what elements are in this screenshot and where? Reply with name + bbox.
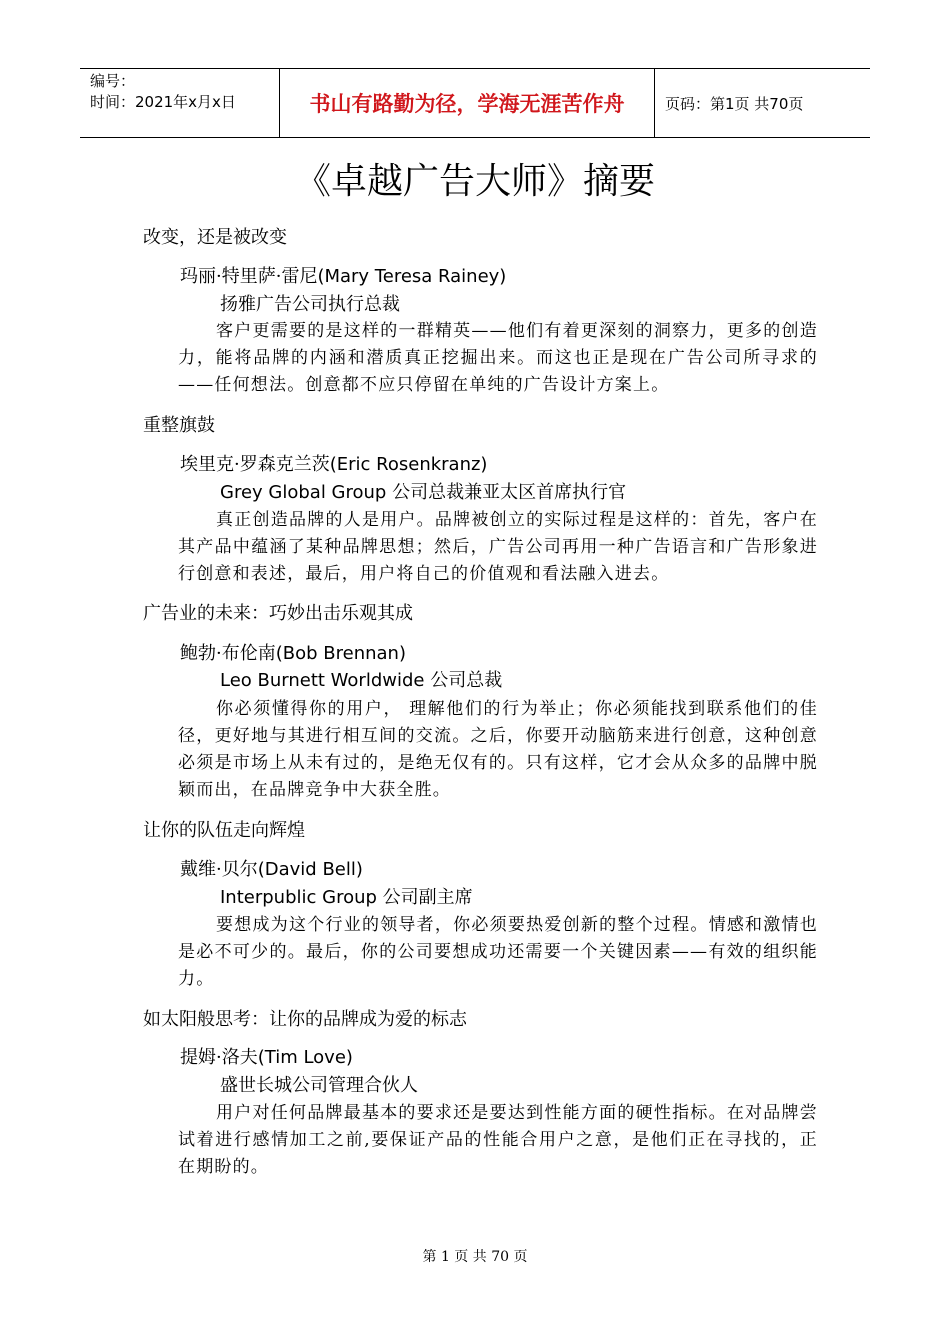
person-role xyxy=(220,481,626,505)
person-role-zh: 盛世长城公司管理合伙人 xyxy=(220,1075,418,1096)
person-role-zh: 公司副主席 xyxy=(382,887,473,908)
page-header xyxy=(80,68,870,138)
person-role-zh: 公司总裁 xyxy=(430,670,503,691)
section-paragraph: 真正创造品牌的人是用户。品牌被创立的实际过程是这样的：首先，客户在其产品中蕴涵了某种品牌思想；然后，广告公司再用一种广告语言和广告形象进行创意和表述，最后，用户将自己的价值观和看法融入进去。 xyxy=(178,510,818,584)
person-name-en: (Eric Rosenkranz) xyxy=(329,454,488,475)
section-paragraph: 用户对任何品牌最基本的要求还是要达到性能方面的硬性指标。在对品牌尝试着进行感情加工之前,要保证产品的性能合用户之意，是他们正在寻找的，正在期盼的。 xyxy=(178,1103,818,1177)
person-name-en: (Bob Brennan) xyxy=(275,643,406,664)
section-title: 让你的队伍走向辉煌 xyxy=(143,820,305,841)
person-name-en: (Mary Teresa Rainey) xyxy=(317,266,507,287)
person-role xyxy=(220,1074,418,1098)
person-name-en: (Tim Love) xyxy=(257,1047,353,1068)
header-meta xyxy=(80,69,280,137)
person-role xyxy=(220,669,502,693)
person-role-en: Grey Global Group xyxy=(220,482,387,503)
person-name xyxy=(180,453,487,477)
date-label: 时间：2021年x月x日 xyxy=(90,93,236,111)
person-name-zh: 玛丽·特里萨·雷尼 xyxy=(180,266,318,287)
person-role xyxy=(220,886,473,910)
person-name-zh: 埃里克·罗森克兰茨 xyxy=(180,454,330,475)
person-role-zh: 扬雅广告公司执行总裁 xyxy=(220,294,400,315)
person-name-en: (David Bell) xyxy=(257,859,363,880)
person-name xyxy=(180,858,363,882)
person-name-zh: 鲍勃·布伦南 xyxy=(180,643,276,664)
page-footer: 第 1 页 共 70 页 xyxy=(422,1249,528,1265)
person-name-zh: 戴维·贝尔 xyxy=(180,859,258,880)
person-role xyxy=(220,293,400,317)
person-name xyxy=(180,1046,353,1070)
section-title: 改变，还是被改变 xyxy=(143,227,287,248)
person-role-zh: 公司总裁兼亚太区首席执行官 xyxy=(392,482,627,503)
header-motto: 书山有路勤为径，学海无涯苦作舟 xyxy=(280,69,655,137)
person-name xyxy=(180,642,406,666)
section-title: 广告业的未来：巧妙出击乐观其成 xyxy=(143,603,413,624)
section-paragraph: 你必须懂得你的用户， 理解他们的行为举止；你必须能找到联系他们的佳径，更好地与其进行相互间的交流。之后，你要开动脑筋来进行创意，这种创意必须是市场上从未有过的，是绝无仅有的。只有这样，它才会从众多的品牌中脱颖而出，在品牌竞争中大获全胜。 xyxy=(178,699,818,800)
header-page-info: 页码：第1页 共70页 xyxy=(665,94,804,113)
document-title: 《卓越广告大师》摘要 xyxy=(294,161,655,202)
person-role-en: Interpublic Group xyxy=(220,887,377,908)
number-label: 编号： xyxy=(90,72,136,90)
section-paragraph: 客户更需要的是这样的一群精英——他们有着更深刻的洞察力，更多的创造力，能将品牌的内涵和潜质真正挖掘出来。而这也正是现在广告公司所寻求的——任何想法。创意都不应只停留在单纯的广告设计方案上。 xyxy=(178,321,818,395)
section-title: 重整旗鼓 xyxy=(143,415,215,436)
section-title: 如太阳般思考：让你的品牌成为爱的标志 xyxy=(143,1009,467,1030)
person-role-en: Leo Burnett Worldwide xyxy=(220,670,425,691)
person-name-zh: 提姆·洛夫 xyxy=(180,1047,258,1068)
person-name xyxy=(180,265,506,289)
section-paragraph: 要想成为这个行业的领导者，你必须要热爱创新的整个过程。情感和激情也是必不可少的。最后，你的公司要想成功还需要一个关键因素——有效的组织能力。 xyxy=(178,915,818,989)
